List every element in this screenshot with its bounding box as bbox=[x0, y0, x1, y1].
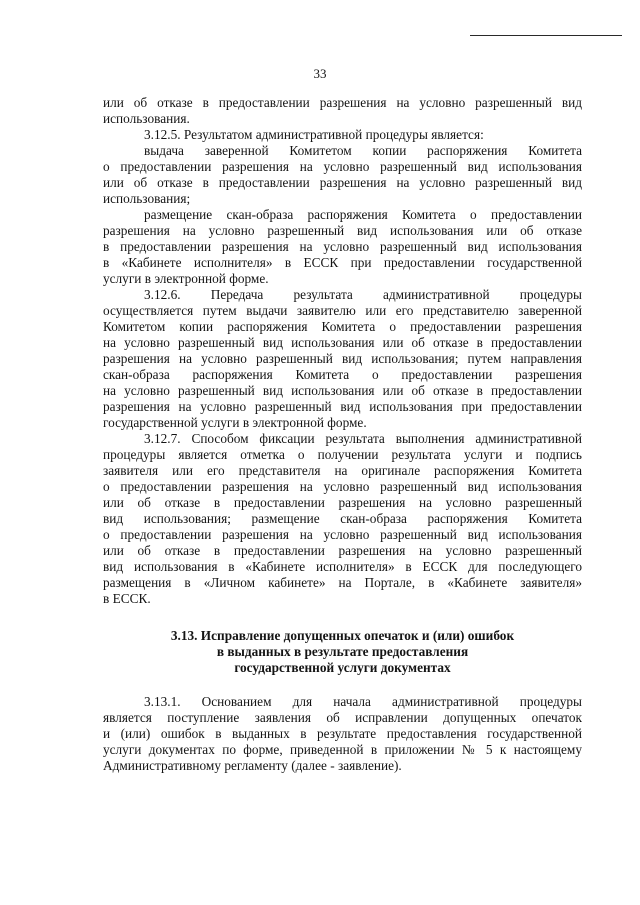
section-heading-line: 3.13. Исправление допущенных опечаток и (или) ошибок bbox=[170, 628, 515, 643]
paragraph-line: 3.12.6. Передача результата административной процедуры bbox=[144, 287, 582, 302]
paragraph-line: услуги документах по форме, приведенной в приложении № 5 к настоящему bbox=[103, 742, 582, 757]
paragraph-line: в «Кабинете исполнителя» в ЕССК при предоставлении государственной bbox=[103, 255, 582, 270]
paragraph-line: разрешения на условно разрешенный вид использования или об отказе bbox=[103, 223, 582, 238]
header-rule bbox=[470, 35, 622, 36]
paragraph-line: 3.12.7. Способом фиксации результата выполнения административной bbox=[144, 431, 582, 446]
paragraph-line: Административному регламенту (далее - заявление). bbox=[103, 758, 402, 773]
paragraph-line: использования. bbox=[103, 111, 190, 126]
paragraph-line: услуги в электронной форме. bbox=[103, 271, 269, 286]
paragraph-line: в предоставлении разрешения на условно разрешенный вид использования bbox=[103, 239, 582, 254]
paragraph-line: разрешения на условно разрешенный вид использования; путем направления bbox=[103, 351, 582, 366]
paragraph-line: или об отказе в предоставлении разрешения на условно разрешенный вид bbox=[103, 95, 582, 110]
paragraph-line: и (или) ошибок в выданных в результате предоставления государственной bbox=[103, 726, 582, 741]
paragraph-line: о предоставлении разрешения на условно разрешенный вид использования bbox=[103, 527, 582, 542]
paragraph-line: или об отказе в предоставлении разрешения на условно разрешенный bbox=[103, 543, 582, 558]
paragraph-line: 3.12.5. Результатом административной процедуры является: bbox=[144, 127, 484, 142]
paragraph-line: является поступление заявления об исправлении допущенных опечаток bbox=[103, 710, 582, 725]
paragraph-line: государственной услуги в электронной форме. bbox=[103, 415, 367, 430]
paragraph-line: заявителя или его представителя на оригинале распоряжения Комитета bbox=[103, 463, 582, 478]
paragraph-line: размещения в «Личном кабинете» на Портале, в «Кабинете заявителя» bbox=[103, 575, 582, 590]
paragraph-line: на условно разрешенный вид использования или об отказе в предоставлении bbox=[103, 383, 582, 398]
paragraph-line: в ЕССК. bbox=[103, 591, 151, 606]
paragraph-line: или об отказе в предоставлении разрешения на условно разрешенный вид bbox=[103, 175, 582, 190]
paragraph-line: Комитетом копии распоряжения Комитета о предоставлении разрешения bbox=[103, 319, 582, 334]
paragraph-line: размещение скан-образа распоряжения Комитета о предоставлении bbox=[144, 207, 582, 222]
page-number: 33 bbox=[313, 66, 327, 81]
section-heading-line: государственной услуги документах bbox=[234, 660, 451, 675]
paragraph-line: о предоставлении разрешения на условно разрешенный вид использования bbox=[103, 159, 582, 174]
section-heading-line: в выданных в результате предоставления bbox=[216, 644, 469, 659]
paragraph-line: вид использования; размещение скан-образа распоряжения Комитета bbox=[103, 511, 582, 526]
paragraph-line: процедуры является отметка о получении результата услуги и подпись bbox=[103, 447, 582, 462]
paragraph-line: скан-образа распоряжения Комитета о предоставлении разрешения bbox=[103, 367, 582, 382]
paragraph-line: о предоставлении разрешения на условно разрешенный вид использования bbox=[103, 479, 582, 494]
paragraph-line: осуществляется путем выдачи заявителю или его представителю заверенной bbox=[103, 303, 582, 318]
paragraph-line: 3.13.1. Основанием для начала административной процедуры bbox=[144, 694, 582, 709]
paragraph-line: выдача заверенной Комитетом копии распоряжения Комитета bbox=[144, 143, 582, 158]
paragraph-line: разрешения на условно разрешенный вид использования при предоставлении bbox=[103, 399, 582, 414]
paragraph-line: вид использования в «Кабинете исполнителя» в ЕССК для последующего bbox=[103, 559, 582, 574]
paragraph-line: на условно разрешенный вид использования или об отказе в предоставлении bbox=[103, 335, 582, 350]
paragraph-line: или об отказе в предоставлении разрешения на условно разрешенный bbox=[103, 495, 582, 510]
paragraph-line: использования; bbox=[103, 191, 191, 206]
